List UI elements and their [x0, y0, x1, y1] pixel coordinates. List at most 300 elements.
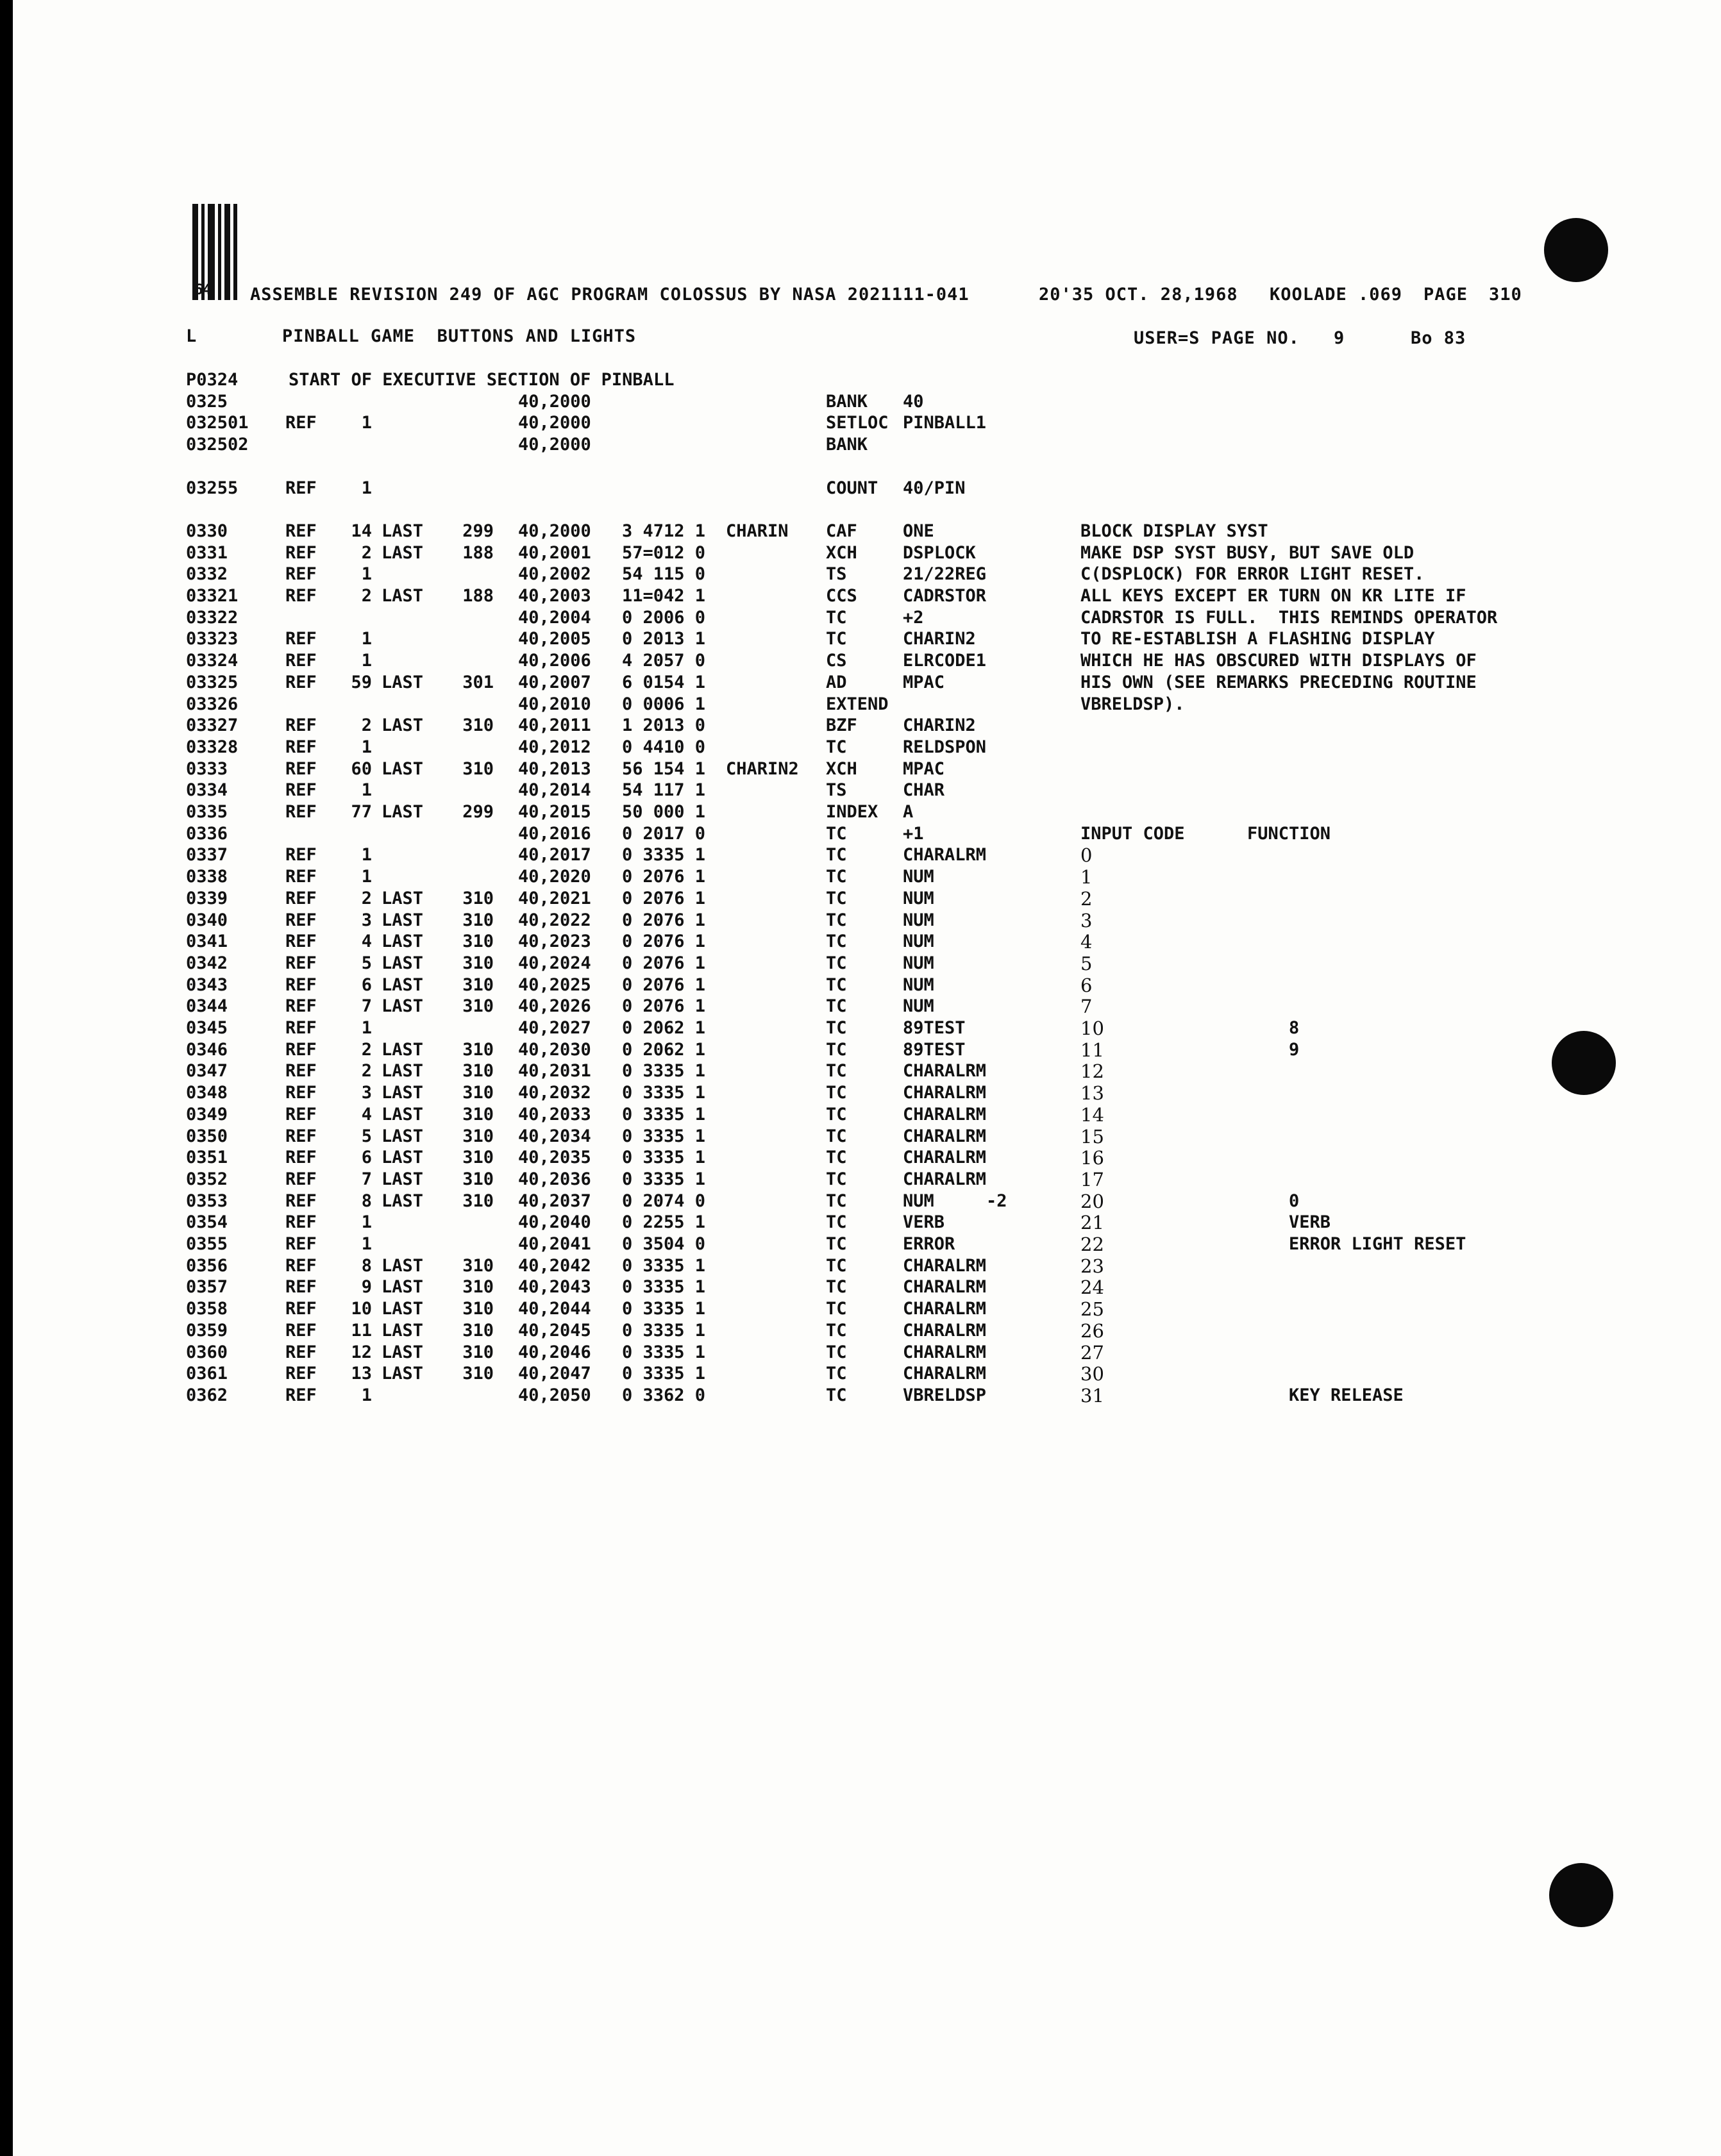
opcode: TC — [826, 974, 847, 995]
ref-marker: REF — [285, 802, 317, 822]
comment: CADRSTOR IS FULL. THIS REMINDS OPERATOR — [1080, 607, 1498, 628]
opcode: TC — [826, 1148, 847, 1168]
line-number: 0359 — [186, 1320, 228, 1341]
address: 40,2046 — [518, 1342, 591, 1362]
operand: CADRSTOR — [903, 586, 987, 606]
line-number: 032501 — [186, 413, 249, 433]
address: 40,2017 — [518, 845, 591, 865]
listing-row — [13, 1083, 1721, 1105]
operand: 40/PIN — [903, 478, 966, 498]
ref-count: 1 — [361, 651, 372, 671]
line-number: 0332 — [186, 564, 228, 585]
printout-page — [13, 0, 1721, 2156]
address: 40,2015 — [518, 802, 591, 822]
input-code: 23 — [1080, 1255, 1104, 1277]
ref-count: 1 — [361, 1212, 372, 1233]
input-code: 6 — [1080, 974, 1093, 996]
listing-row — [13, 1148, 1721, 1170]
input-code: 20 — [1080, 1190, 1104, 1212]
ref-count: 1 — [361, 1385, 372, 1405]
line-number: 03328 — [186, 737, 239, 757]
line-number: 0334 — [186, 780, 228, 801]
opcode: TC — [826, 607, 847, 628]
octal-word: 0 3335 1 — [621, 1148, 705, 1168]
octal-word: 0 2076 1 — [621, 867, 705, 887]
last-page: 310 — [462, 1299, 494, 1319]
line-number: 032502 — [186, 435, 249, 455]
operand: ELRCODE1 — [903, 651, 987, 671]
line-number: 0343 — [186, 974, 228, 995]
ref-count: 2 — [361, 542, 372, 563]
opcode: BZF — [826, 715, 857, 736]
last-marker: LAST — [382, 1126, 424, 1146]
octal-word: 0 3335 1 — [621, 1277, 705, 1298]
last-marker: LAST — [382, 1083, 424, 1103]
listing-row — [13, 846, 1721, 867]
ref-count: 2 — [361, 1039, 372, 1060]
opcode: TC — [826, 1104, 847, 1124]
octal-word: 0 3504 0 — [621, 1234, 705, 1254]
line-number: 0361 — [186, 1364, 228, 1384]
operand: NUM — [903, 867, 934, 887]
last-marker: LAST — [382, 1039, 424, 1060]
operand: NUM — [903, 996, 934, 1017]
operand: NUM — [903, 910, 934, 930]
line-number: 0346 — [186, 1039, 228, 1060]
listing-row — [13, 1040, 1721, 1062]
ref-marker: REF — [285, 1061, 317, 1082]
comment: HIS OWN (SEE REMARKS PRECEDING ROUTINE — [1080, 672, 1477, 692]
line-number: 03324 — [186, 651, 239, 671]
octal-word: 0 3335 1 — [621, 1255, 705, 1276]
opcode: TC — [826, 932, 847, 952]
last-marker: LAST — [382, 1169, 424, 1189]
listing-row — [13, 1235, 1721, 1257]
symbol-label: CHARIN2 — [726, 758, 799, 779]
octal-word: 0 3362 0 — [621, 1385, 705, 1405]
address: 40,2001 — [518, 542, 591, 563]
octal-word: 0 2076 1 — [621, 910, 705, 930]
opcode: TC — [826, 888, 847, 908]
line-number: 0362 — [186, 1385, 228, 1405]
ref-count: 5 — [361, 953, 372, 973]
opcode: TC — [826, 823, 847, 844]
ref-marker: REF — [285, 521, 317, 541]
opcode: TC — [826, 1255, 847, 1276]
opcode: AD — [826, 672, 847, 692]
ref-marker: REF — [285, 867, 317, 887]
ref-count: 1 — [361, 737, 372, 757]
ref-marker: REF — [285, 564, 317, 585]
address: 40,2005 — [518, 629, 591, 649]
listing-row — [13, 738, 1721, 760]
last-page: 299 — [462, 521, 494, 541]
listing-row — [13, 954, 1721, 976]
address: 40,2010 — [518, 694, 591, 714]
ref-marker: REF — [285, 888, 317, 908]
opcode: EXTEND — [826, 694, 889, 714]
operand: VBRELDSP — [903, 1385, 987, 1405]
octal-word: 0 2062 1 — [621, 1039, 705, 1060]
line-number: 03326 — [186, 694, 239, 714]
last-marker: LAST — [382, 932, 424, 952]
address: 40,2022 — [518, 910, 591, 930]
listing-row — [13, 371, 1721, 392]
ref-count: 1 — [361, 629, 372, 649]
address: 40,2000 — [518, 413, 591, 433]
last-marker: LAST — [382, 802, 424, 822]
line-number: 0354 — [186, 1212, 228, 1233]
opcode: TC — [826, 845, 847, 865]
ref-count: 12 — [351, 1342, 372, 1362]
ref-marker: REF — [285, 715, 317, 736]
line-number: 0347 — [186, 1061, 228, 1082]
last-marker: LAST — [382, 1277, 424, 1298]
ref-marker: REF — [285, 1342, 317, 1362]
address: 40,2025 — [518, 974, 591, 995]
ref-marker: REF — [285, 651, 317, 671]
listing-row — [13, 587, 1721, 608]
address: 40,2030 — [518, 1039, 591, 1060]
ref-count: 60 — [351, 758, 372, 779]
operand: CHARALRM — [903, 1342, 987, 1362]
last-page: 301 — [462, 672, 494, 692]
last-marker: LAST — [382, 953, 424, 973]
ref-count: 7 — [361, 1169, 372, 1189]
barcode-mark-text: 64 — [194, 282, 212, 298]
ref-count: 1 — [361, 1018, 372, 1038]
address: 40,2034 — [518, 1126, 591, 1146]
ref-count: 11 — [351, 1320, 372, 1341]
listing-row — [13, 544, 1721, 565]
octal-word: 0 2076 1 — [621, 974, 705, 995]
line-number: 03255 — [186, 478, 239, 498]
ref-marker: REF — [285, 845, 317, 865]
ref-count: 6 — [361, 974, 372, 995]
octal-word: 0 2017 0 — [621, 823, 705, 844]
last-marker: LAST — [382, 1061, 424, 1082]
address: 40,2036 — [518, 1169, 591, 1189]
listing-row — [13, 1299, 1721, 1321]
address: 40,2004 — [518, 607, 591, 628]
comment: VBRELDSP). — [1080, 694, 1185, 714]
page-label: PAGE — [1423, 285, 1468, 305]
input-code: 11 — [1080, 1039, 1104, 1061]
address: 40,2000 — [518, 521, 591, 541]
input-code: 14 — [1080, 1103, 1104, 1126]
octal-word: 54 117 1 — [621, 780, 705, 801]
last-page: 310 — [462, 758, 494, 779]
line-number: 0357 — [186, 1277, 228, 1298]
ref-count: 1 — [361, 564, 372, 585]
page-number: 310 — [1489, 285, 1522, 305]
punch-hole-bottom — [1549, 1863, 1613, 1927]
function: ERROR LIGHT RESET — [1289, 1234, 1466, 1254]
ref-count: 1 — [361, 1234, 372, 1254]
opcode: TC — [826, 1061, 847, 1082]
input-code-header: INPUT CODE — [1080, 823, 1185, 844]
last-page: 310 — [462, 1039, 494, 1060]
opcode: TC — [826, 737, 847, 757]
octal-word: 0 2076 1 — [621, 953, 705, 973]
address: 40,2020 — [518, 867, 591, 887]
listing-row — [13, 1192, 1721, 1214]
listing-row — [13, 1019, 1721, 1040]
address: 40,2037 — [518, 1191, 591, 1211]
octal-word: 0 3335 1 — [621, 1364, 705, 1384]
listing-row — [13, 1364, 1721, 1386]
last-marker: LAST — [382, 1320, 424, 1341]
user-page-number: 9 — [1334, 328, 1345, 348]
opcode: BANK — [826, 391, 868, 412]
octal-word: 50 000 1 — [621, 802, 705, 822]
line-number: 0333 — [186, 758, 228, 779]
octal-word: 0 3335 1 — [621, 1126, 705, 1146]
last-marker: LAST — [382, 715, 424, 736]
listing-row — [13, 1386, 1721, 1408]
operand: 40 — [903, 391, 924, 412]
input-code: 3 — [1080, 909, 1093, 932]
ref-count: 6 — [361, 1148, 372, 1168]
ref-count: 13 — [351, 1364, 372, 1384]
ref-marker: REF — [285, 478, 317, 498]
last-marker: LAST — [382, 672, 424, 692]
ref-marker: REF — [285, 1083, 317, 1103]
last-marker: LAST — [382, 1342, 424, 1362]
opcode: TC — [826, 996, 847, 1017]
last-page: 310 — [462, 1061, 494, 1082]
listing-row — [13, 911, 1721, 933]
listing-row — [13, 1127, 1721, 1149]
line-number: 0330 — [186, 521, 228, 541]
octal-word: 0 2076 1 — [621, 996, 705, 1017]
ref-count: 2 — [361, 715, 372, 736]
last-page: 310 — [462, 888, 494, 908]
assembly-title: ASSEMBLE REVISION 249 OF AGC PROGRAM COLOSSUS BY NASA 2021111-041 — [250, 285, 970, 305]
bo-label: Bo 83 — [1411, 328, 1466, 348]
opcode: TC — [826, 1083, 847, 1103]
address: 40,2002 — [518, 564, 591, 585]
operand: PINBALL1 — [903, 413, 987, 433]
line-number: 0349 — [186, 1104, 228, 1124]
line-number: 0348 — [186, 1083, 228, 1103]
opcode: TC — [826, 629, 847, 649]
line-number: 03327 — [186, 715, 239, 736]
operand: ONE — [903, 521, 934, 541]
ref-marker: REF — [285, 1277, 317, 1298]
opcode: TC — [826, 1126, 847, 1146]
line-number: 03323 — [186, 629, 239, 649]
opcode: TC — [826, 953, 847, 973]
octal-word: 0 3335 1 — [621, 1342, 705, 1362]
ref-marker: REF — [285, 629, 317, 649]
comment: MAKE DSP SYST BUSY, BUT SAVE OLD — [1080, 542, 1415, 563]
address: 40,2032 — [518, 1083, 591, 1103]
last-marker: LAST — [382, 1364, 424, 1384]
address: 40,2013 — [518, 758, 591, 779]
comment: WHICH HE HAS OBSCURED WITH DISPLAYS OF — [1080, 651, 1477, 671]
last-page: 310 — [462, 910, 494, 930]
function: 0 — [1289, 1191, 1300, 1211]
last-page: 310 — [462, 1104, 494, 1124]
listing-row — [13, 1105, 1721, 1127]
address: 40,2021 — [518, 888, 591, 908]
ref-marker: REF — [285, 953, 317, 973]
address: 40,2016 — [518, 823, 591, 844]
operand: A — [903, 802, 914, 822]
operand: CHARALRM — [903, 1126, 987, 1146]
listing-row — [13, 760, 1721, 781]
ref-marker: REF — [285, 1364, 317, 1384]
listing-row — [13, 1343, 1721, 1365]
octal-word: 0 2062 1 — [621, 1018, 705, 1038]
listing-row — [13, 414, 1721, 435]
last-marker: LAST — [382, 586, 424, 606]
ref-count: 10 — [351, 1299, 372, 1319]
ref-count: 4 — [361, 1104, 372, 1124]
ref-marker: REF — [285, 1018, 317, 1038]
octal-word: 0 2006 0 — [621, 607, 705, 628]
listing-row — [13, 673, 1721, 695]
line-number: 0335 — [186, 802, 228, 822]
input-code: 24 — [1080, 1276, 1104, 1299]
operand: CHARALRM — [903, 1299, 987, 1319]
comment: TO RE-ESTABLISH A FLASHING DISPLAY — [1080, 629, 1435, 649]
input-code: 10 — [1080, 1017, 1104, 1039]
operand: MPAC — [903, 758, 945, 779]
operand: NUM — [903, 888, 934, 908]
ref-marker: REF — [285, 737, 317, 757]
ref-marker: REF — [285, 1320, 317, 1341]
octal-word: 6 0154 1 — [621, 672, 705, 692]
last-page: 310 — [462, 1342, 494, 1362]
operand: 21/22REG — [903, 564, 987, 585]
ref-count: 77 — [351, 802, 372, 822]
line-number: 0352 — [186, 1169, 228, 1189]
ref-count: 2 — [361, 1061, 372, 1082]
listing-row — [13, 565, 1721, 587]
octal-word: 0 3335 1 — [621, 1061, 705, 1082]
operand: CHARALRM — [903, 1277, 987, 1298]
last-marker: LAST — [382, 910, 424, 930]
listing-row — [13, 889, 1721, 911]
line-number: 03322 — [186, 607, 239, 628]
octal-word: 0 2076 1 — [621, 932, 705, 952]
address: 40,2000 — [518, 435, 591, 455]
opcode: XCH — [826, 758, 857, 779]
input-code: 4 — [1080, 931, 1093, 953]
opcode: COUNT — [826, 478, 878, 498]
address: 40,2035 — [518, 1148, 591, 1168]
operand: CHARALRM — [903, 1083, 987, 1103]
opcode: TC — [826, 910, 847, 930]
input-code: 21 — [1080, 1212, 1104, 1234]
opcode: TC — [826, 1212, 847, 1233]
listing-row — [13, 716, 1721, 738]
line-number: 0342 — [186, 953, 228, 973]
ref-marker: REF — [285, 1212, 317, 1233]
ref-count: 3 — [361, 910, 372, 930]
octal-word: 0 3335 1 — [621, 1320, 705, 1341]
last-marker: LAST — [382, 542, 424, 563]
operand: 89TEST — [903, 1039, 966, 1060]
opcode: SETLOC — [826, 413, 889, 433]
last-page: 310 — [462, 1277, 494, 1298]
listing-row — [13, 695, 1721, 717]
input-code: 12 — [1080, 1060, 1104, 1083]
last-marker: LAST — [382, 1255, 424, 1276]
address: 40,2033 — [518, 1104, 591, 1124]
octal-word: 0 2255 1 — [621, 1212, 705, 1233]
listing-row — [13, 1278, 1721, 1299]
listing-row — [13, 976, 1721, 998]
line-number: 0350 — [186, 1126, 228, 1146]
ref-count: 8 — [361, 1191, 372, 1211]
input-code: 16 — [1080, 1147, 1104, 1169]
operand: VERB — [903, 1212, 945, 1233]
last-marker: LAST — [382, 996, 424, 1017]
operand: +2 — [903, 607, 924, 628]
last-page: 310 — [462, 974, 494, 995]
address: 40,2006 — [518, 651, 591, 671]
last-page: 188 — [462, 586, 494, 606]
function-header: FUNCTION — [1247, 823, 1331, 844]
opcode: TS — [826, 780, 847, 801]
operand: CHARALRM — [903, 1320, 987, 1341]
operand: CHAR — [903, 780, 945, 801]
ref-count: 7 — [361, 996, 372, 1017]
last-page: 299 — [462, 802, 494, 822]
line-number: 0337 — [186, 845, 228, 865]
section-title: PINBALL GAME BUTTONS AND LIGHTS — [282, 326, 637, 346]
ref-marker: REF — [285, 1169, 317, 1189]
listing-row — [13, 651, 1721, 673]
last-page: 188 — [462, 542, 494, 563]
last-marker: LAST — [382, 888, 424, 908]
ref-marker: REF — [285, 1104, 317, 1124]
operand: CHARALRM — [903, 1061, 987, 1082]
line-number: 0356 — [186, 1255, 228, 1276]
ref-marker: REF — [285, 1039, 317, 1060]
input-code: 17 — [1080, 1168, 1104, 1191]
octal-word: 0 3335 1 — [621, 1299, 705, 1319]
address: 40,2027 — [518, 1018, 591, 1038]
function: VERB — [1289, 1212, 1331, 1233]
opcode: TC — [826, 1320, 847, 1341]
opcode: CCS — [826, 586, 857, 606]
ref-count: 1 — [361, 413, 372, 433]
operand: NUM — [903, 974, 934, 995]
comment: BLOCK DISPLAY SYST — [1080, 521, 1268, 541]
address: 40,2043 — [518, 1277, 591, 1298]
symbol-label: CHARIN — [726, 521, 789, 541]
address: 40,2003 — [518, 586, 591, 606]
ref-marker: REF — [285, 672, 317, 692]
address: 40,2041 — [518, 1234, 591, 1254]
listing-row — [13, 500, 1721, 522]
opcode: TC — [826, 1234, 847, 1254]
ref-count: 59 — [351, 672, 372, 692]
ref-marker: REF — [285, 932, 317, 952]
ref-count: 2 — [361, 586, 372, 606]
operand: CHARALRM — [903, 845, 987, 865]
operand: +1 — [903, 823, 924, 844]
address: 40,2023 — [518, 932, 591, 952]
octal-word: 0 0006 1 — [621, 694, 705, 714]
opcode: TC — [826, 1191, 847, 1211]
address: 40,2031 — [518, 1061, 591, 1082]
ref-count: 5 — [361, 1126, 372, 1146]
